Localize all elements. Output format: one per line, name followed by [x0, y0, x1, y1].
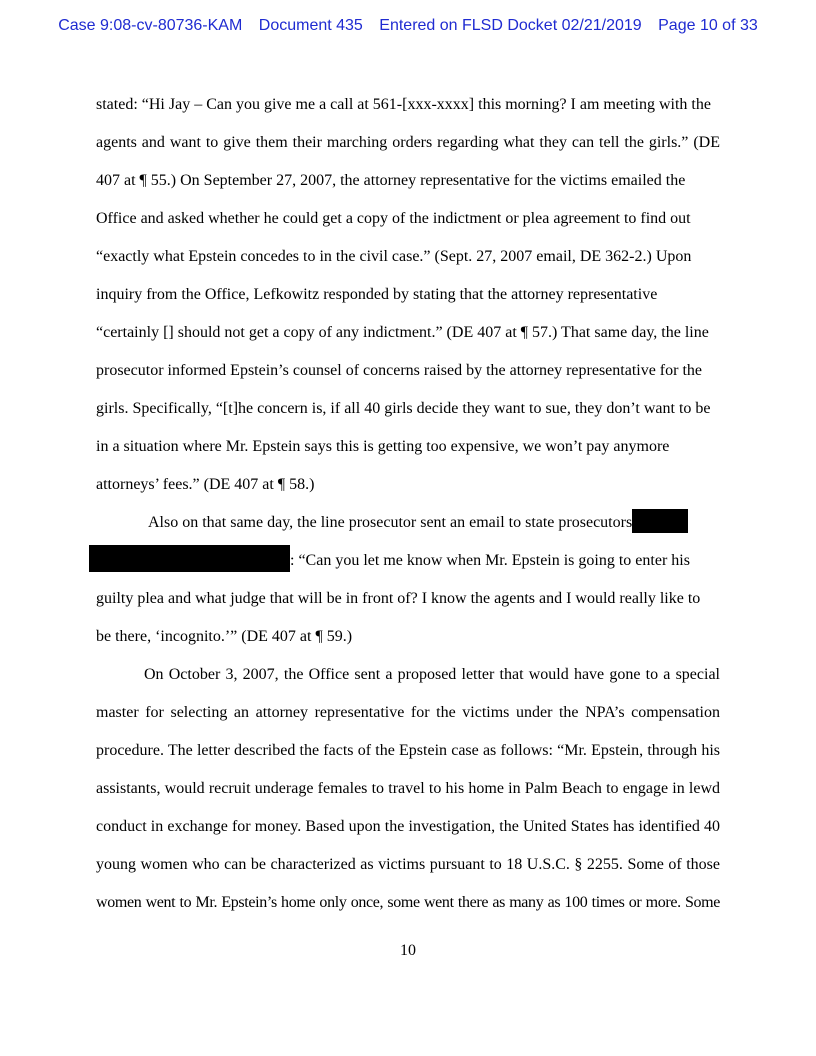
text-line: 407 at ¶ 55.) On September 27, 2007, the attorney representative for the victims emailed the	[96, 172, 686, 189]
text-line: On October 3, 2007, the Office sent a proposed letter that would have gone to a special	[144, 666, 720, 683]
text-line: “certainly [] should not get a copy of any indictment.” (DE 407 at ¶ 57.) That same day, the line	[96, 324, 709, 341]
text-line: Office and asked whether he could get a copy of the indictment or plea agreement to find out	[96, 210, 691, 227]
text-line: stated: “Hi Jay – Can you give me a call at 561-[xxx-xxxx] this morning? I am meeting with the	[96, 96, 711, 113]
header-case-number: Case 9:08-cv-80736-KAM	[58, 17, 243, 34]
text-line: conduct in exchange for money. Based upon the investigation, the United States has identified 40	[96, 818, 720, 835]
text-line: women went to Mr. Epstein’s home only once, some went there as many as 100 times or more. Some	[96, 894, 720, 911]
text-line: : “Can you let me know when Mr. Epstein is going to enter his	[290, 552, 690, 569]
redaction-box	[632, 509, 688, 533]
text-line: master for selecting an attorney representative for the victims under the NPA’s compensation	[96, 704, 720, 721]
text-line: assistants, would recruit underage females to travel to his home in Palm Beach to engage in lewd	[96, 780, 720, 797]
text-line: girls. Specifically, “[t]he concern is, if all 40 girls decide they want to sue, they don’t want to be	[96, 400, 711, 417]
redaction-box	[89, 545, 290, 572]
text-line: in a situation where Mr. Epstein says this is getting too expensive, we won’t pay anymore	[96, 438, 670, 455]
text-line: young women who can be characterized as victims pursuant to 18 U.S.C. § 2255. Some of those	[96, 856, 720, 873]
text-line: guilty plea and what judge that will be in front of? I know the agents and I would really like to	[96, 590, 701, 607]
text-line: Also on that same day, the line prosecutor sent an email to state prosecutors	[148, 514, 633, 531]
text-line: agents and want to give them their marching orders regarding what they can tell the girls.” (DE	[96, 134, 720, 151]
text-line: procedure. The letter described the facts of the Epstein case as follows: “Mr. Epstein, through his	[96, 742, 720, 759]
text-line: prosecutor informed Epstein’s counsel of concerns raised by the attorney representative for the	[96, 362, 703, 379]
text-line: “exactly what Epstein concedes to in the civil case.” (Sept. 27, 2007 email, DE 362-2.) Upon	[96, 248, 692, 265]
docket-header	[0, 17, 816, 35]
text-line: be there, ‘incognito.’” (DE 407 at ¶ 59.)	[96, 628, 353, 645]
text-line: attorneys’ fees.” (DE 407 at ¶ 58.)	[96, 476, 315, 493]
header-entered-date: Entered on FLSD Docket 02/21/2019	[379, 17, 642, 34]
header-page-count: Page 10 of 33	[658, 17, 758, 34]
page-number: 10	[400, 942, 416, 959]
text-line: inquiry from the Office, Lefkowitz responded by stating that the attorney representative	[96, 286, 658, 303]
header-document-number: Document 435	[258, 17, 363, 34]
